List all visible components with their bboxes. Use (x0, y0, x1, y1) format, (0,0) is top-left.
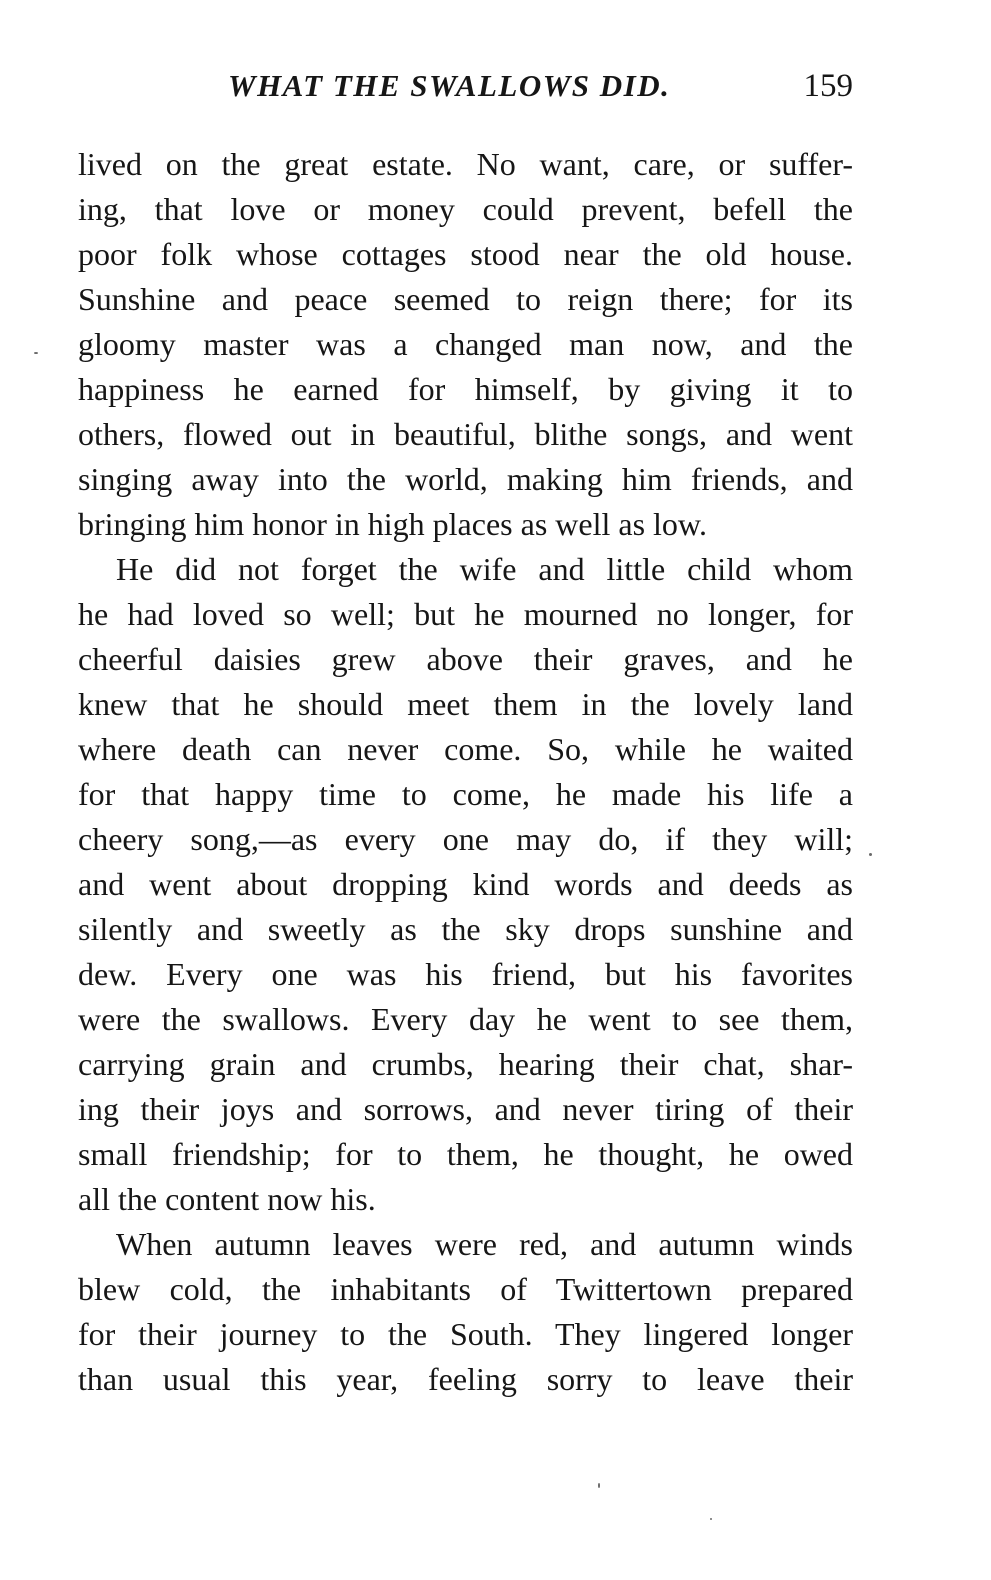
text-line: were the swallows. Every day he went to see them, (78, 1001, 853, 1037)
text-line: others, flowed out in beautiful, blithe songs, and went (78, 416, 853, 452)
text-line: ing their joys and sorrows, and never tiring of their (78, 1091, 853, 1127)
text-line: small friendship; for to them, he thought, he owed (78, 1136, 853, 1172)
text-line: knew that he should meet them in the lovely land (78, 686, 853, 722)
text-line: gloomy master was a changed man now, and the (78, 326, 853, 362)
running-head (78, 68, 853, 112)
text-line: silently and sweetly as the sky drops sunshine and (78, 911, 853, 947)
text-line: ing, that love or money could prevent, befell the (78, 191, 853, 227)
text-line: carrying grain and crumbs, hearing their chat, shar- (78, 1046, 853, 1082)
text-line: He did not forget the wife and little child whom (116, 551, 853, 587)
text-line: lived on the great estate. No want, care, or suffer- (78, 146, 853, 182)
print-speck (34, 352, 38, 354)
text-line: all the content now his. (78, 1181, 376, 1217)
text-line: When autumn leaves were red, and autumn winds (116, 1226, 853, 1262)
text-line: cheery song,—as every one may do, if they will; (78, 821, 853, 857)
print-speck (869, 853, 872, 856)
print-speck (598, 1483, 600, 1488)
text-line: where death can never come. So, while he waited (78, 731, 853, 767)
print-speck (710, 1518, 712, 1520)
text-line: Sunshine and peace seemed to reign there; for its (78, 281, 853, 317)
paragraph-2 (78, 547, 853, 1222)
running-title: WHAT THE SWALLOWS DID. (228, 68, 671, 103)
text-line: bringing him honor in high places as well as low. (78, 506, 707, 542)
text-line: and went about dropping kind words and deeds as (78, 866, 853, 902)
text-line: cheerful daisies grew above their graves, and he (78, 641, 853, 677)
paragraph-3 (78, 1222, 853, 1402)
text-line: he had loved so well; but he mourned no longer, for (78, 596, 853, 632)
paragraph-1 (78, 142, 853, 547)
text-line: poor folk whose cottages stood near the old house. (78, 236, 853, 272)
text-line: than usual this year, feeling sorry to leave their (78, 1361, 853, 1397)
text-line: happiness he earned for himself, by giving it to (78, 371, 853, 407)
text-line: blew cold, the inhabitants of Twittertown prepared (78, 1271, 853, 1307)
text-line: dew. Every one was his friend, but his favorites (78, 956, 853, 992)
text-line: for their journey to the South. They lingered longer (78, 1316, 853, 1352)
body-text (78, 142, 853, 1402)
page-number: 159 (803, 68, 853, 104)
text-line: singing away into the world, making him friends, and (78, 461, 853, 497)
text-line: for that happy time to come, he made his life a (78, 776, 853, 812)
